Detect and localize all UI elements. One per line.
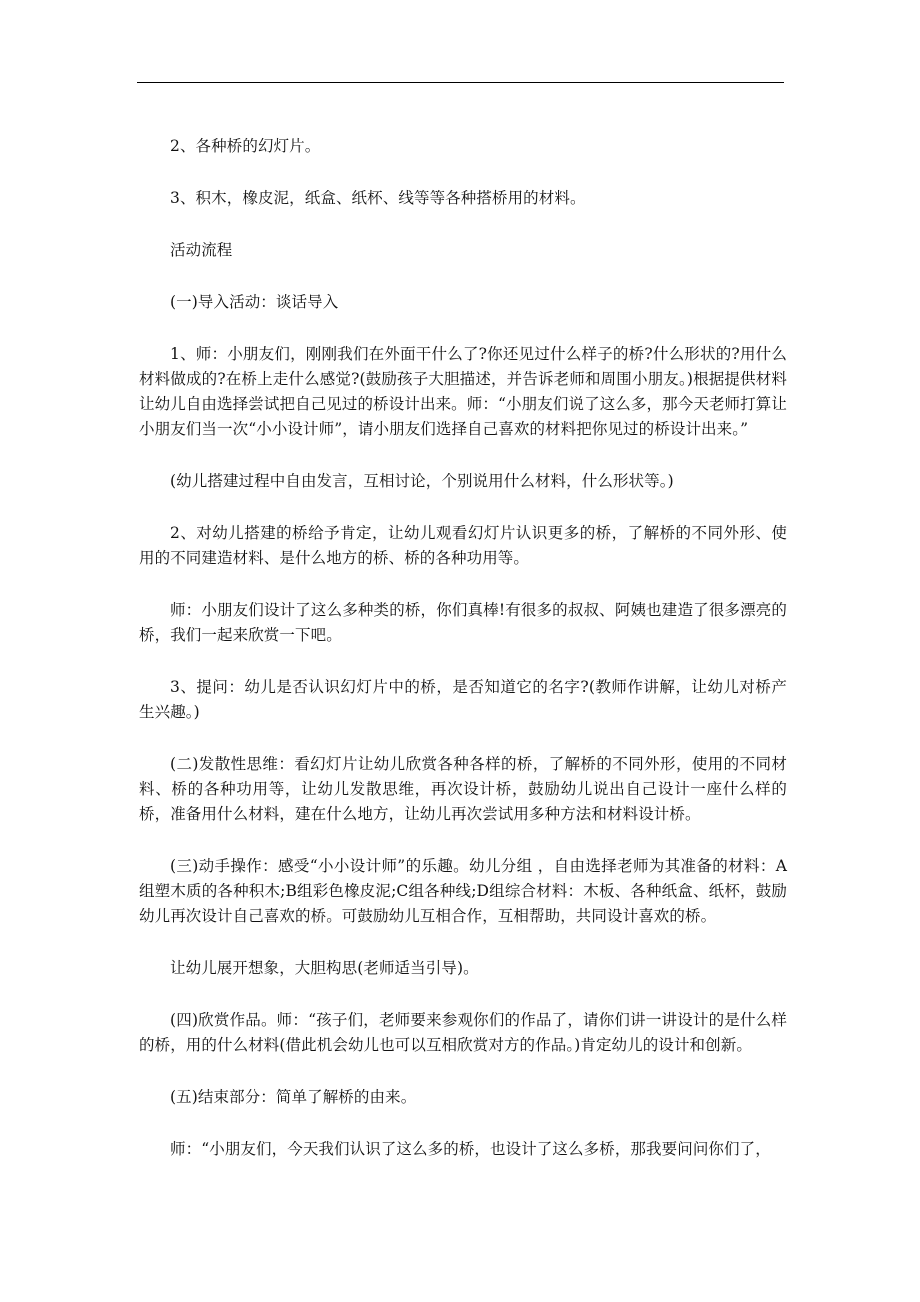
materials-item-3: 3、积木，橡皮泥，纸盒、纸杯、线等等各种搭桥用的材料。	[170, 189, 586, 207]
step-2: (二)发散性思维：看幻灯片让幼儿欣赏各种各样的桥，了解桥的不同外形，使用的不同材料、桥的各种功用等，让幼儿发散思维，再次设计桥，鼓励幼儿说出自己设计一座什么样的桥，准备用什么材料，建在什么地方，让幼儿再次尝试用多种方法和材料设计桥。	[139, 755, 787, 823]
materials-item-2: 2、各种桥的幻灯片。	[170, 137, 321, 155]
paragraph-1: 1、师：小朋友们，刚刚我们在外面干什么了?你还见过什么样子的桥?什么形状的?用什么材料做成的?在桥上走什么感觉?(鼓励孩子大胆描述，并告诉老师和周围小朋友。)根据提供材料让幼儿自由选择尝试把自己见过的桥设计出来。师：“小朋友们说了这么多，那今天老师打算让小朋友们当一次“小小设计师”，请小朋友们选择自己喜欢的材料把你见过的桥设计出来。”	[139, 345, 787, 438]
step-5: (五)结束部分：简单了解桥的由来。	[170, 1088, 417, 1106]
paragraph-6: 让幼儿展开想象，大胆构思(老师适当引导)。	[170, 959, 479, 977]
step-3: (三)动手操作：感受“小小设计师”的乐趣。幼儿分组 ，自由选择老师为其准备的材料：A组塑木质的各种积木;B组彩色橡皮泥;C组各种线;D组综合材料：木板、各种纸盒、纸杯，鼓励幼儿再次设计自己喜欢的桥。可鼓励幼儿互相合作，互相帮助，共同设计喜欢的桥。	[139, 857, 787, 925]
paragraph-5: 3、提问：幼儿是否认识幻灯片中的桥，是否知道它的名字?(教师作讲解，让幼儿对桥产生兴趣。)	[139, 678, 787, 721]
paragraph-4: 师：小朋友们设计了这么多种类的桥，你们真棒!有很多的叔叔、阿姨也建造了很多漂亮的桥，我们一起来欣赏一下吧。	[139, 601, 787, 644]
document-body	[139, 134, 787, 1189]
step-4: (四)欣赏作品。师：“孩子们，老师要来参观你们的作品了，请你们讲一讲设计的是什么样的桥，用的什么材料(借此机会幼儿也可以互相欣赏对方的作品。)肯定幼儿的设计和创新。	[139, 1011, 787, 1054]
paragraph-3: 2、对幼儿搭建的桥给予肯定，让幼儿观看幻灯片认识更多的桥，了解桥的不同外形、使用的不同建造材料、是什么地方的桥、桥的各种功用等。	[139, 524, 787, 567]
paragraph-7: 师：“小朋友们，今天我们认识了这么多的桥，也设计了这么多桥，那我要问问你们了，	[170, 1140, 771, 1158]
header-rule	[137, 82, 784, 83]
section-heading-activity-process: 活动流程	[170, 241, 233, 259]
paragraph-2: (幼儿搭建过程中自由发言，互相讨论，个别说用什么材料，什么形状等。)	[170, 472, 674, 490]
step-heading-1: (一)导入活动：谈话导入	[170, 293, 339, 311]
